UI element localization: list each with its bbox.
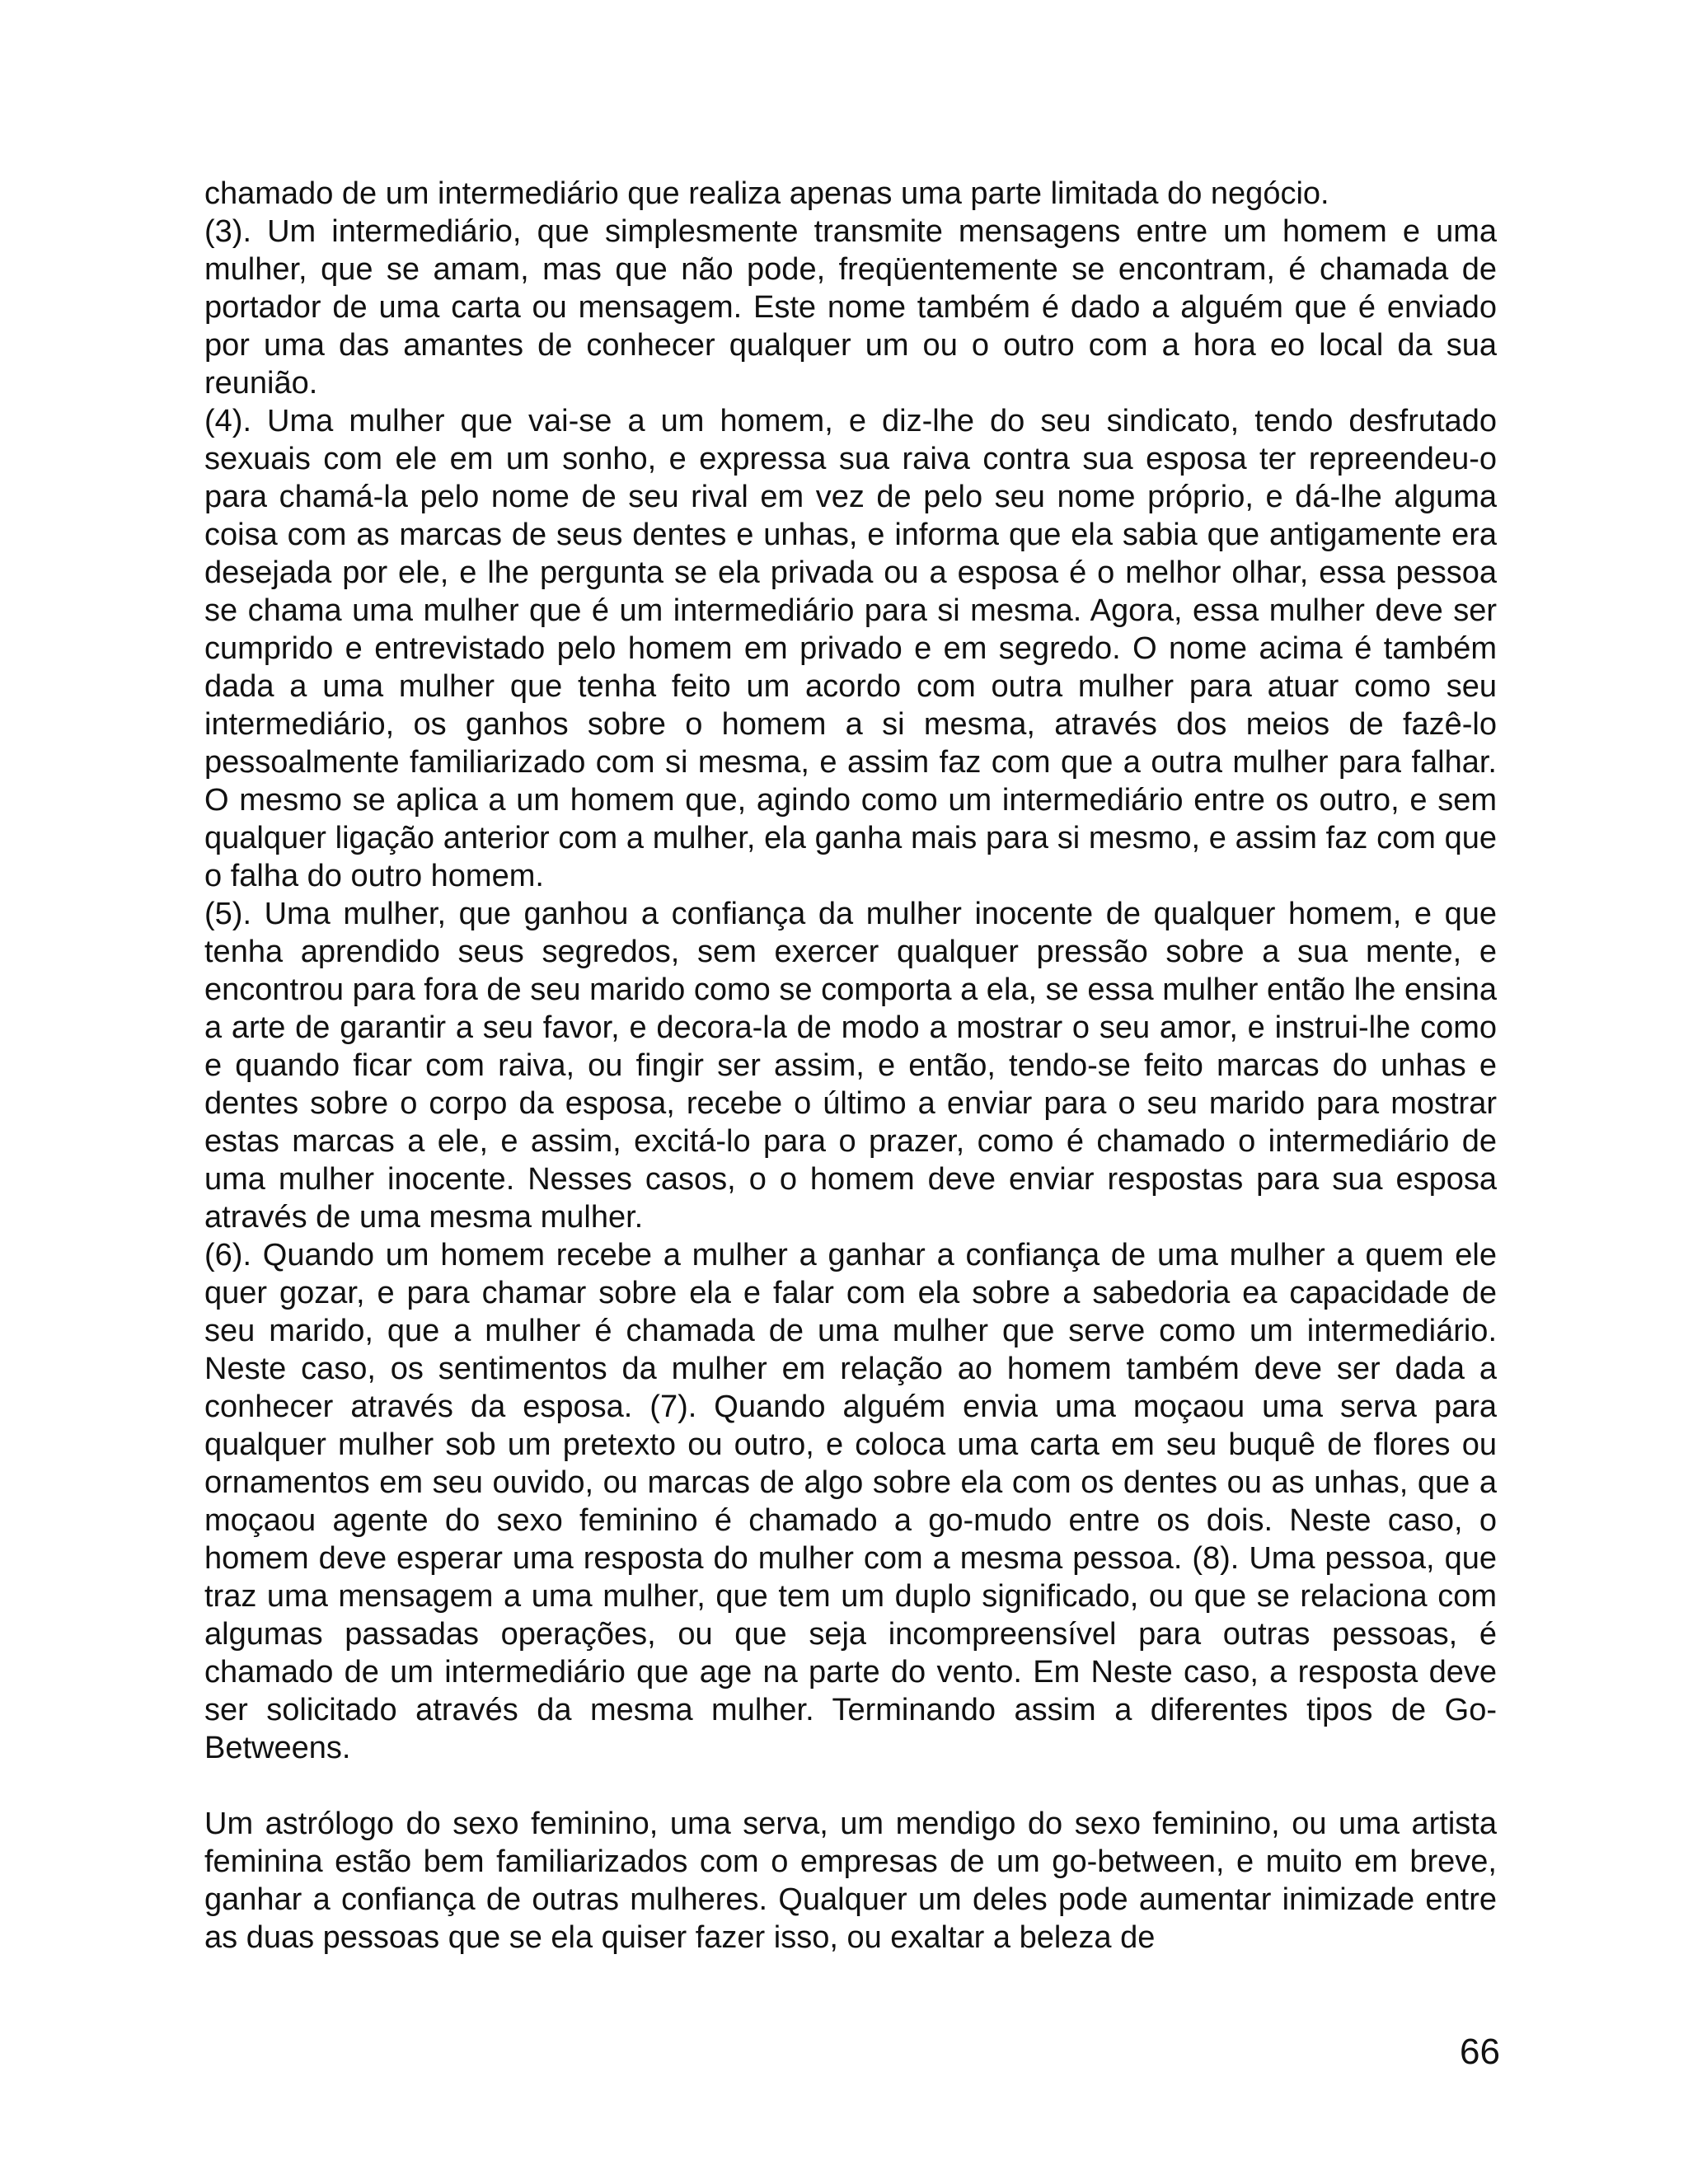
paragraph-item-5: (5). Uma mulher, que ganhou a confiança da mulher inocente de qualquer homem, e que tenha aprendido seus segredos, sem exercer qualquer pressão sobre a sua mente, e encontrou para fora de seu marido como se comporta a ela, se essa mulher então lhe ensina a arte de garantir a seu favor, e decora-la de modo a mostrar o seu amor, e instrui-lhe como e quando ficar com raiva, ou fingir ser assim, e então, tendo-se feito marcas do unhas e dentes sobre o corpo da esposa, recebe o último a enviar para o seu marido para mostrar estas marcas a ele, e assim, excitá-lo para o prazer, como é chamado o intermediário de uma mulher inocente. Nesses casos, o o homem deve enviar respostas para sua esposa através de uma mesma mulher. <box>204 897 1497 1235</box>
paragraph-item-3: (3). Um intermediário, que simplesmente transmite mensagens entre um homem e uma mulher, que se amam, mas que não pode, freqüentemente se encontram, é chamada de portador de uma carta ou mensagem. Este nome também é dado a alguém que é enviado por uma das amantes de conhecer qualquer um ou o outro com a hora eo local da sua reunião. <box>204 214 1497 401</box>
paragraph-astrologer: Um astrólogo do sexo feminino, uma serva, um mendigo do sexo feminino, ou uma artista feminina estão bem familiarizados com o empresas de um go-between, e muito em breve, ganhar a confiança de outras mulheres. Qualquer um deles pode aumentar inimizade entre as duas pessoas que se ela quiser fazer isso, ou exaltar a beleza de <box>204 1807 1497 1955</box>
document-page <box>204 175 1497 1957</box>
page-number: 66 <box>1460 2032 1500 2072</box>
paragraph-item-6-7-8: (6). Quando um homem recebe a mulher a ganhar a confiança de uma mulher a quem ele quer gozar, e para chamar sobre ela e falar com ela sobre a sabedoria ea capacidade de seu marido, que a mulher é chamada de uma mulher que serve como um intermediário. Neste caso, os sentimentos da mulher em relação ao homem também deve ser dada a conhecer através da esposa. (7). Quando alguém envia uma moçaou uma serva para qualquer mulher sob um pretexto ou outro, e coloca uma carta em seu buquê de flores ou ornamentos em seu ouvido, ou marcas de algo sobre ela com os dentes ou as unhas, que a moçaou agente do sexo feminino é chamado a go-mudo entre os dois. Neste caso, o homem deve esperar uma resposta do mulher com a mesma pessoa. (8). Uma pessoa, que traz uma mensagem a uma mulher, que tem um duplo significado, ou que se relaciona com algumas passadas operações, ou que seja incompreensível para outras pessoas, é chamado de um intermediário que age na parte do vento. Em Neste caso, a resposta deve ser solicitado através da mesma mulher. Terminando assim a diferentes tipos de Go-Betweens. <box>204 1238 1497 1765</box>
paragraph-item-4: (4). Uma mulher que vai-se a um homem, e diz-lhe do seu sindicato, tendo desfrutado sexuais com ele em um sonho, e expressa sua raiva contra sua esposa ter repreendeu-o para chamá-la pelo nome de seu rival em vez de pelo seu nome próprio, e dá-lhe alguma coisa com as marcas de seus dentes e unhas, e informa que ela sabia que antigamente era desejada por ele, e lhe pergunta se ela privada ou a esposa é o melhor olhar, essa pessoa se chama uma mulher que é um intermediário para si mesma. Agora, essa mulher deve ser cumprido e entrevistado pelo homem em privado e em segredo. O nome acima é também dada a uma mulher que tenha feito um acordo com outra mulher para atuar como seu intermediário, os ganhos sobre o homem a si mesma, através dos meios de fazê-lo pessoalmente familiarizado com si mesma, e assim faz com que a outra mulher para falhar. O mesmo se aplica a um homem que, agindo como um intermediário entre os outro, e sem qualquer ligação anterior com a mulher, ela ganha mais para si mesmo, e assim faz com que o falha do outro homem. <box>204 404 1497 893</box>
paragraph-gap <box>204 1767 1497 1805</box>
text-block <box>204 175 1497 1957</box>
paragraph-continuation: chamado de um intermediário que realiza apenas uma parte limitada do negócio. <box>204 176 1329 211</box>
